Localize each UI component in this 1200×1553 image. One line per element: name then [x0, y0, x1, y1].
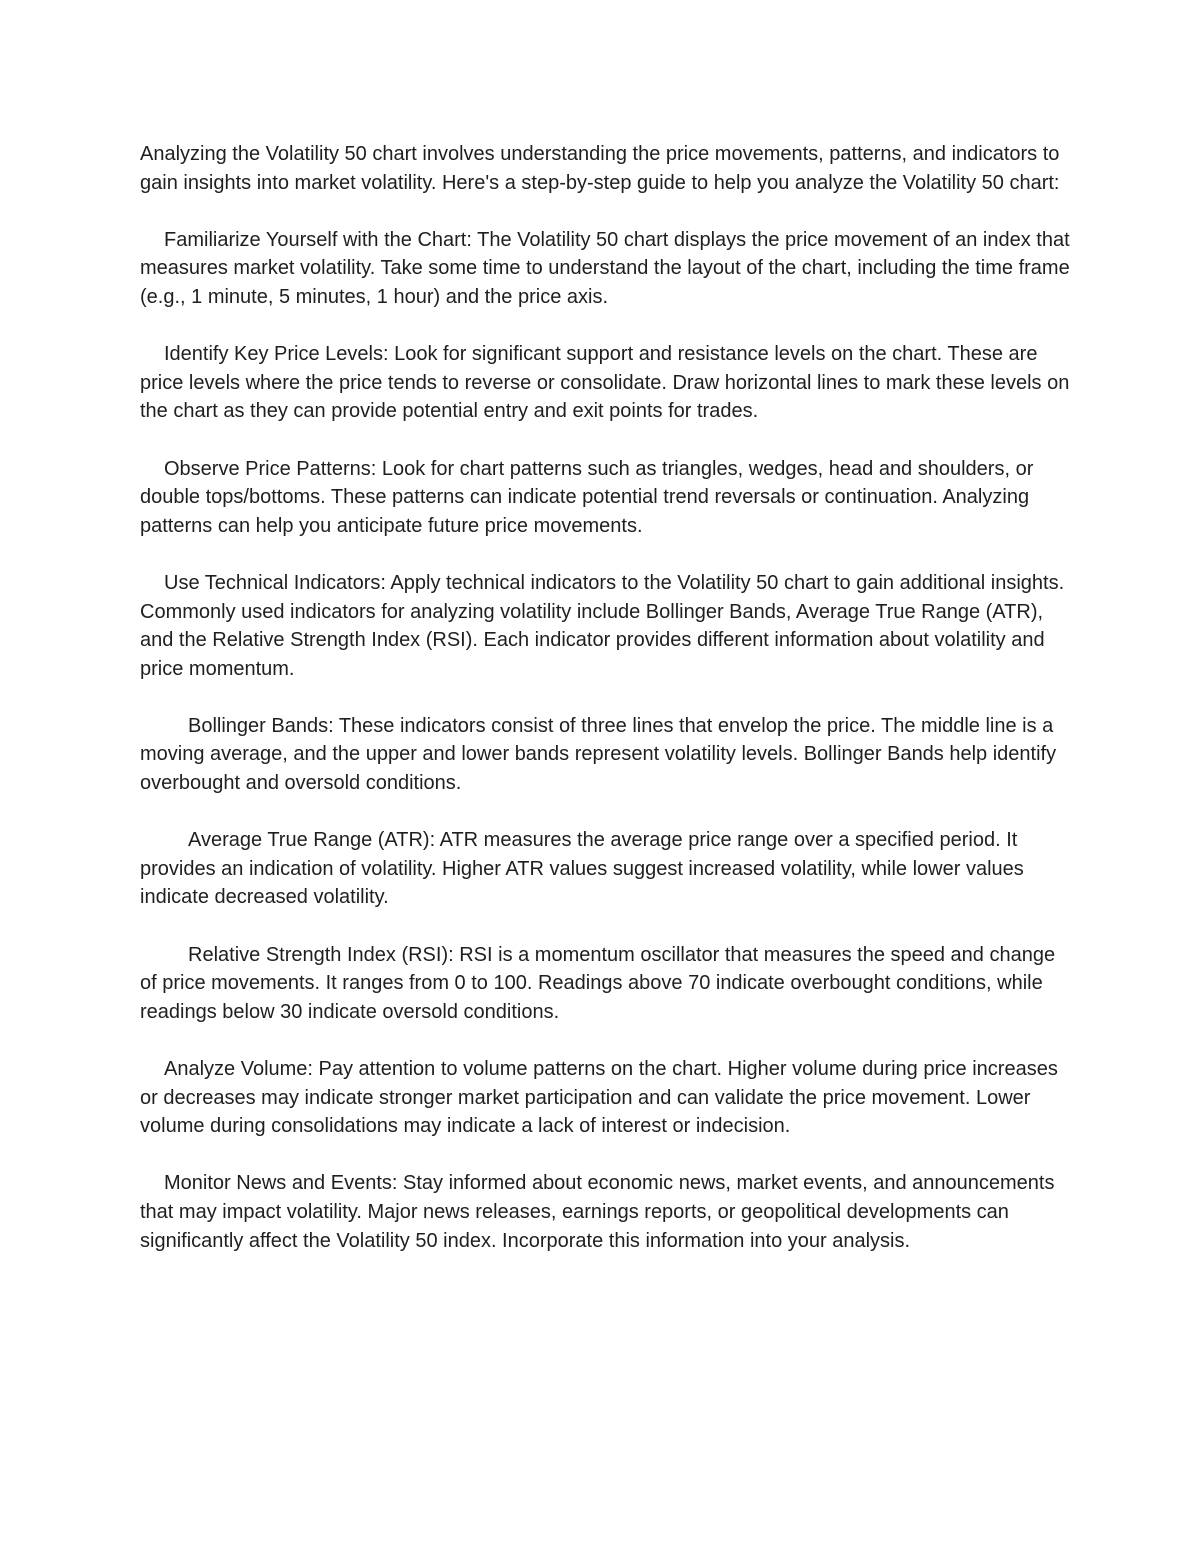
step-familiarize-paragraph: Familiarize Yourself with the Chart: The Volatility 50 chart displays the price movement of an index that measures market volatility. Take some time to understand the layout of the chart, including the time frame (e.g., 1 minute, 5 minutes, 1 hour) and the price axis.: [140, 228, 1070, 308]
indicator-atr-paragraph: Average True Range (ATR): ATR measures the average price range over a specified period. It provides an indication of volatility. Higher ATR values suggest increased volatility, while lower values indicate decreased volatility.: [140, 829, 1024, 909]
indicator-bollinger-paragraph: Bollinger Bands: These indicators consist of three lines that envelop the price. The middle line is a moving average, and the upper and lower bands represent volatility levels. Bollinger Bands help identify overbought and oversold conditions.: [140, 714, 1057, 795]
step-volume-paragraph: Analyze Volume: Pay attention to volume patterns on the chart. Higher volume during price increases or decreases may indicate stronger market participation and can validate the price movement. Lower volume during consolidations may indicate a lack of interest or indecision.: [140, 1058, 1058, 1138]
step-news-events-paragraph: Monitor News and Events: Stay informed about economic news, market events, and announcements that may impact volatility. Major news releases, earnings reports, or geopolitical developments can significantly affect the Volatility 50 index. Incorporate this information into your analysis.: [140, 1172, 1055, 1252]
step-price-patterns-paragraph: Observe Price Patterns: Look for chart patterns such as triangles, wedges, head and shoulders, or double tops/bottoms. These patterns can indicate potential trend reversals or continuation. Analyzing patterns can help you anticipate future price movements.: [140, 457, 1034, 537]
step-price-levels-paragraph: Identify Key Price Levels: Look for significant support and resistance levels on the chart. These are price levels where the price tends to reverse or consolidate. Draw horizontal lines to mark these levels on the chart as they can provide potential entry and exit points for trades.: [140, 343, 1070, 423]
intro-paragraph: Analyzing the Volatility 50 chart involves understanding the price movements, patterns, and indicators to gain insights into market volatility. Here's a step-by-step guide to help you analyze the Volatility 50 chart:: [140, 143, 1060, 194]
step-technical-indicators-paragraph: Use Technical Indicators: Apply technical indicators to the Volatility 50 chart to gain additional insights. Commonly used indicators for analyzing volatility include Bollinger Bands, Average True Range (ATR), and the Relative Strength Index (RSI). Each indicator provides different information about volatility and price momentum.: [140, 571, 1065, 680]
indicator-rsi-paragraph: Relative Strength Index (RSI): RSI is a momentum oscillator that measures the speed and change of price movements. It ranges from 0 to 100. Readings above 70 indicate overbought conditions, while readings below 30 indicate oversold conditions.: [140, 943, 1056, 1023]
document-body: [140, 140, 1070, 1284]
